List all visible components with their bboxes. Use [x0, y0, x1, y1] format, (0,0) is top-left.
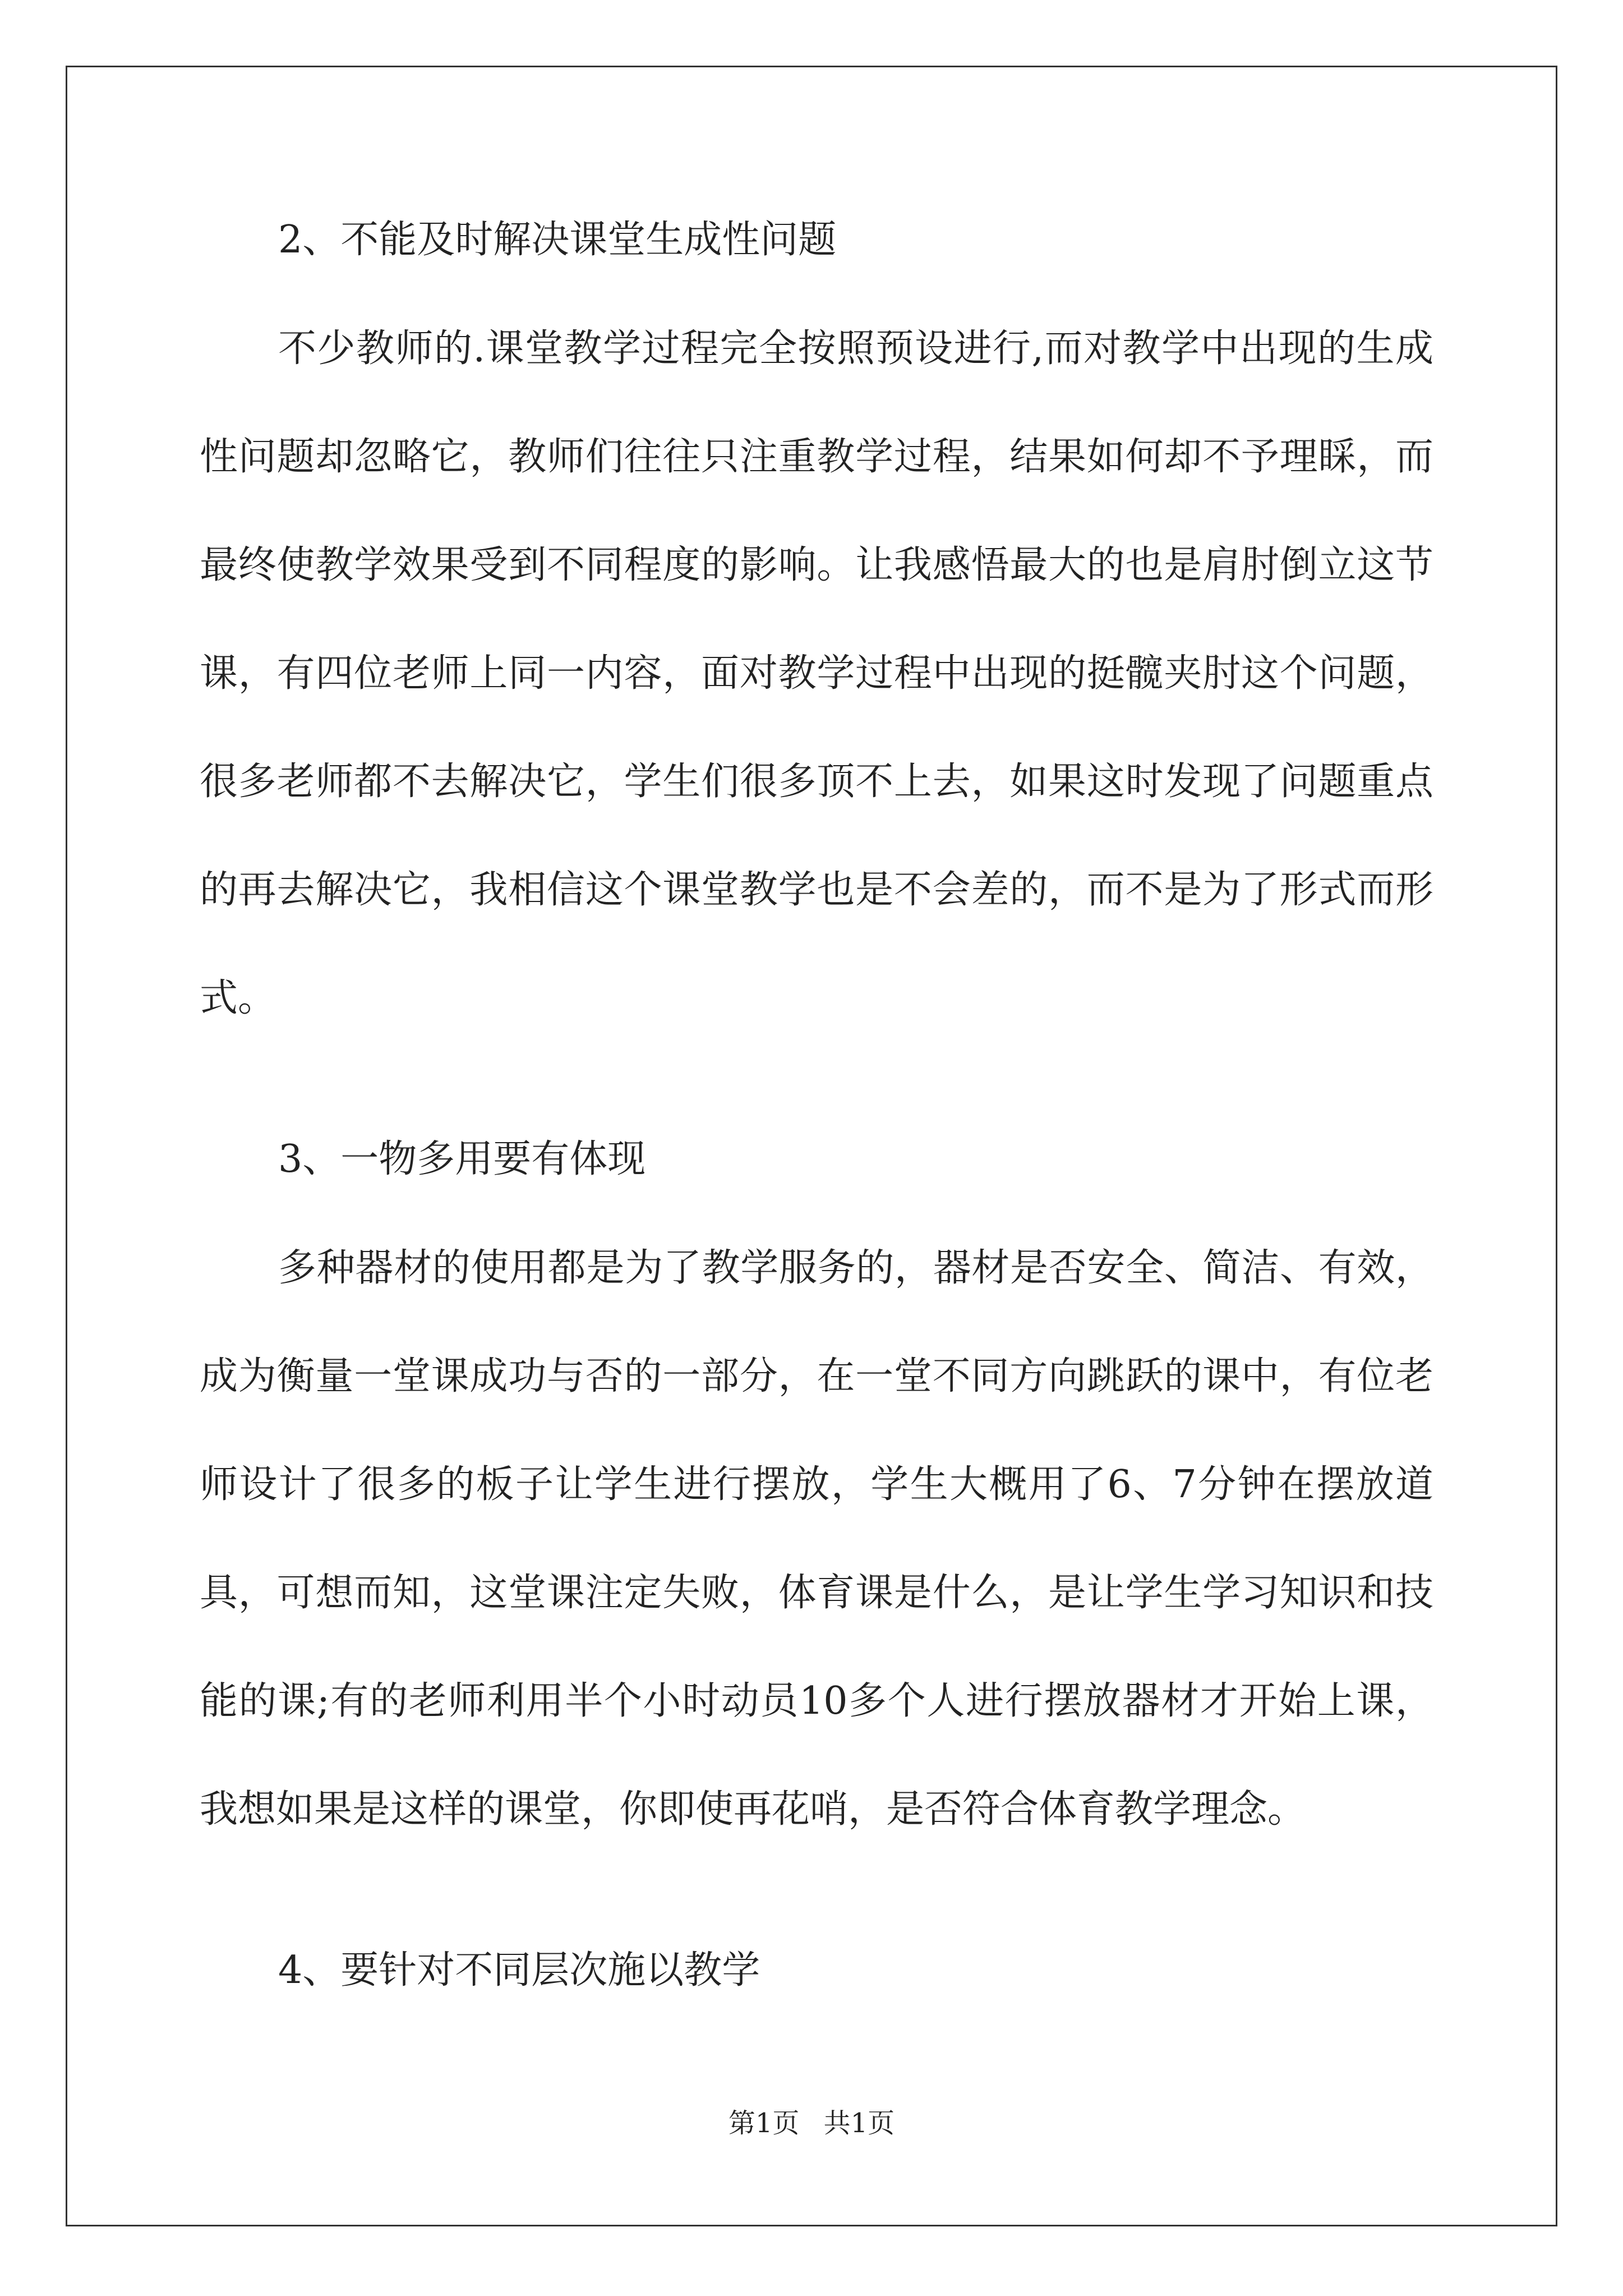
section-2 — [200, 213, 1433, 1079]
section-heading: 3、一物多用要有体现 — [278, 1137, 646, 1181]
page-footer — [0, 2101, 1623, 2140]
section-4 — [200, 1944, 1433, 1998]
section-heading: 4、要针对不同层次施以教学 — [278, 1948, 760, 1993]
section-paragraph: 不少教师的.课堂教学过程完全按照预设进行,而对教学中出现的生成性问题却忽略它，教师们往往只注重教学过程，结果如何却不予理睬，而最终使教学效果受到不同程度的影响。让我感悟最大的也是肩肘倒立这节课，有四位老师上同一内容，面对教学过程中出现的挺髋夹肘这个问题，很多老师都不去解决它，学生们很多顶不上去，如果这时发现了问题重点的再去解决它，我相信这个课堂教学也是不会差的，而不是为了形式而形式。 — [200, 326, 1433, 1020]
page-number: 第1页 — [728, 2108, 800, 2139]
document-body — [200, 213, 1433, 2052]
section-3 — [200, 1133, 1433, 1890]
section-paragraph: 多种器材的使用都是为了教学服务的，器材是否安全、简洁、有效，成为衡量一堂课成功与否的一部分，在一堂不同方向跳跃的课中，有位老师设计了很多的板子让学生进行摆放，学生大概用了6、7分钟在摆放道具，可想而知，这堂课注定失败，体育课是什么，是让学生学习知识和技能的课;有的老师利用半个小时动员10多个人进行摆放器材才开始上课，我想如果是这样的课堂，你即使再花哨，是否符合体育教学理念。 — [200, 1246, 1433, 1832]
page-total: 共1页 — [823, 2108, 895, 2139]
section-heading: 2、不能及时解决课堂生成性问题 — [278, 218, 837, 262]
